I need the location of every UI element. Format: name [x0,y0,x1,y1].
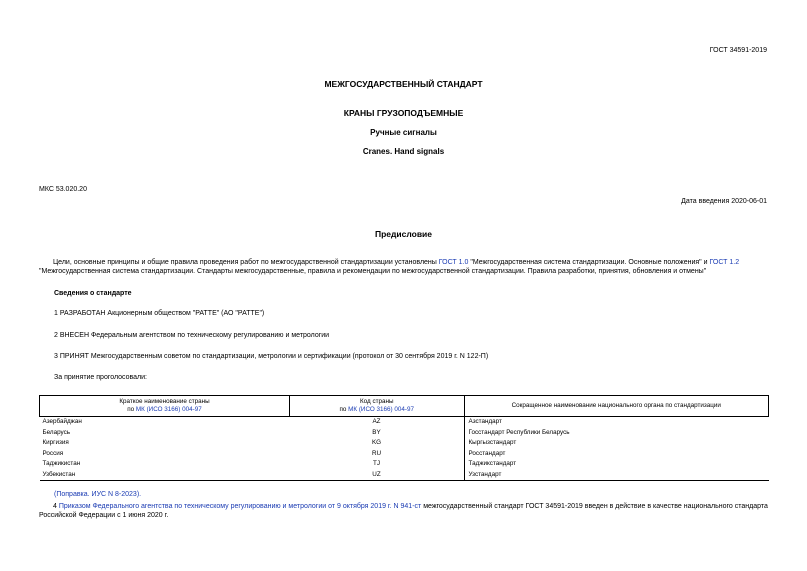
mk-iso-link[interactable]: МК (ИСО 3166) 004-97 [135,406,202,413]
gost-1-0-link[interactable]: ГОСТ 1.0 [438,259,469,266]
code-cell: AZ [290,417,465,428]
foreword-paragraph [39,259,769,277]
country-cell: Азербайджан [42,418,82,426]
column-header-code [290,396,465,417]
code-cell: KG [290,438,465,449]
table-row [40,459,769,470]
country-cell: Беларусь [42,428,71,436]
code-cell: BY [290,428,465,439]
order-link[interactable]: Приказом Федерального агентства по техническому регулированию и метрологии от 9 октября 2019 г. N 941-ст [58,503,422,510]
country-cell: Узбекистан [40,470,290,481]
body-cell: Таджикстандарт [468,460,517,468]
body-cell: Росстандарт [468,449,506,457]
column-header-country-prefix: по [127,406,136,413]
column-header-body: Сокращенное наименование национального органа по стандартизации [464,396,769,417]
code-cell: RU [290,449,465,460]
column-header-country-text: Краткое наименование страны [119,398,210,406]
table-row [40,449,769,460]
item-3: 3 ПРИНЯТ Межгосударственным советом по стандартизации, метрологии и сертификации (протокол от 30 сентября 2019 г. N 122-П) [54,353,489,360]
table-header-row [40,396,769,417]
foreword-text-3: "Межгосударственная система стандартизации. Стандарты межгосударственные, правила и рекомендации по межгосударственной стандартизации. Правила разработки, принятия, обновления и отмены" [39,267,707,275]
mks-code: МКС 53.020.20 [39,186,87,193]
document-title: КРАНЫ ГРУЗОПОДЪЕМНЫЕ [343,108,464,118]
code-cell: UZ [290,470,465,481]
country-cell: Россия [42,449,64,457]
column-header-country [40,396,290,417]
body-cell: Госстандарт Республики Беларусь [468,428,570,436]
code-cell: TJ [290,459,465,470]
foreword-text-1: Цели, основные принципы и общие правила проведения работ по межгосударственной стандартизации установлены [53,259,439,266]
item-2: 2 ВНЕСЕН Федеральным агентством по техническому регулированию и метрологии [54,332,330,339]
item-4 [39,503,769,521]
voting-countries-table [39,395,769,481]
body-cell: Азстандарт [468,418,502,426]
item-1: 1 РАЗРАБОТАН Акционерным обществом "РАТТЕ" (АО "РАТТЕ") [54,310,265,317]
item-4-text: межгосударственный стандарт ГОСТ 34591-2019 введен в действие в качестве национального стандарта Российской Федерации с 1 июня 2020 г. [39,503,768,519]
column-header-code-text: Код страны [360,398,394,406]
item-4-number: 4 [53,503,59,510]
table-row [40,417,769,428]
introduction-date: Дата введения 2020-06-01 [681,198,767,205]
gost-1-2-link[interactable]: ГОСТ 1.2 [709,259,740,266]
info-heading: Сведения о стандарте [54,290,132,297]
country-cell: Таджикистан [42,460,81,468]
standard-type: МЕЖГОСУДАРСТВЕННЫЙ СТАНДАРТ [324,79,483,89]
foreword-heading: Предисловие [374,229,433,239]
table-row [40,470,769,481]
country-cell: Киргизия [42,439,69,447]
voted-label: За принятие проголосовали: [54,374,147,381]
column-header-code-prefix: по [339,406,349,413]
body-cell: Кыргызстандарт [468,439,517,447]
document-title-en: Cranes. Hand signals [362,147,445,156]
amendment-link[interactable]: (Поправка. ИУС N 8-2023). [54,491,142,498]
body-cell: Узстандарт [464,470,769,481]
table-row [40,438,769,449]
document-subtitle: Ручные сигналы [370,128,437,137]
document-code: ГОСТ 34591-2019 [709,47,767,54]
mk-iso-link[interactable]: МК (ИСО 3166) 004-97 [348,406,414,413]
foreword-text-2: "Межгосударственная система стандартизации. Основные положения" и [468,259,710,266]
table-row [40,428,769,439]
